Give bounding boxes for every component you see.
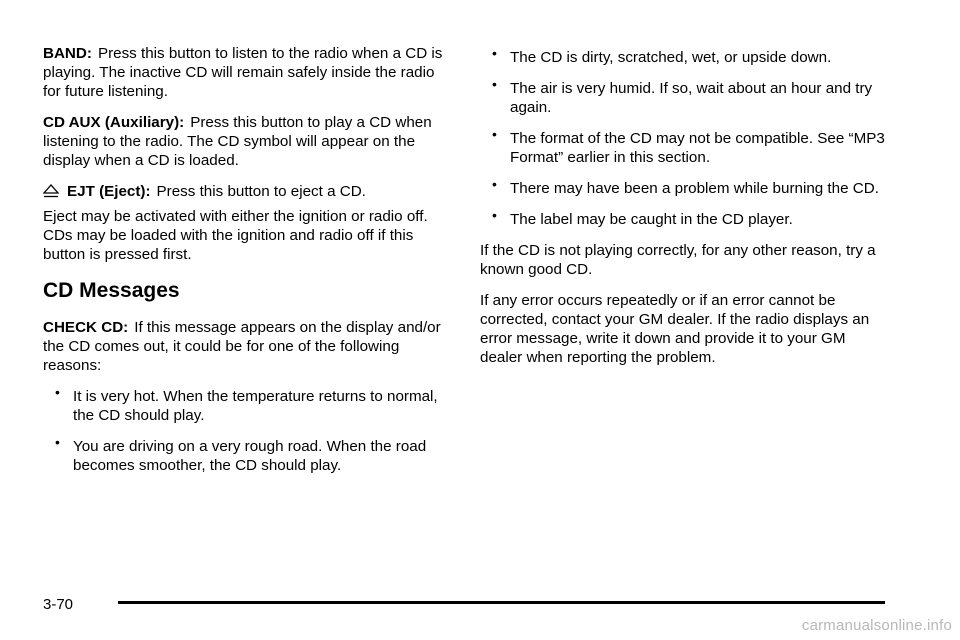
- check-cd-text: If this message appears on the display and/or the CD comes out, it could be for one of the following reasons:: [43, 319, 441, 374]
- list-item-text: The format of the CD may not be compatible. See “MP3 Format” earlier in this section.: [510, 130, 885, 166]
- cd-aux-label: CD AUX (Auxiliary):: [43, 114, 185, 131]
- eject-icon: [43, 184, 59, 203]
- page-number: 3-70: [43, 596, 74, 613]
- footer-rule: [118, 601, 885, 604]
- bullet-icon: •: [492, 207, 497, 223]
- bullet-icon: •: [492, 76, 497, 92]
- list-item: [480, 126, 890, 167]
- cd-aux-paragraph: [43, 113, 443, 170]
- check-cd-label: CHECK CD:: [43, 319, 129, 336]
- list-item: [480, 207, 890, 229]
- cd-aux-text: Press this button to play a CD when listening to the radio. The CD symbol will appear on the display when a CD is loaded.: [43, 114, 432, 169]
- list-item-text: There may have been a problem while burning the CD.: [510, 180, 879, 197]
- eject-text: Press this button to eject a CD.: [156, 183, 366, 200]
- right-bullet-list: [480, 45, 890, 229]
- list-item-text: You are driving on a very rough road. When the road becomes smoother, the CD should play.: [73, 438, 427, 474]
- section-heading: CD Messages: [43, 279, 180, 302]
- list-item: [43, 434, 443, 475]
- band-label: BAND:: [43, 45, 92, 62]
- troubleshoot-paragraph: If the CD is not playing correctly, for any other reason, try a known good CD.: [480, 242, 876, 278]
- watermark: carmanualsonline.info: [801, 617, 952, 634]
- list-item-text: It is very hot. When the temperature returns to normal, the CD should play.: [73, 388, 438, 424]
- left-column: [43, 44, 443, 487]
- bullet-icon: •: [492, 176, 497, 192]
- left-bullet-list: [43, 384, 443, 475]
- list-item-text: The label may be caught in the CD player.: [510, 211, 793, 228]
- list-item: [43, 384, 443, 425]
- list-item: [480, 45, 890, 67]
- bullet-icon: •: [55, 384, 60, 400]
- eject-label: EJT (Eject):: [67, 183, 151, 200]
- right-column: [480, 45, 890, 379]
- dealer-paragraph: If any error occurs repeatedly or if an error cannot be corrected, contact your GM dealer. If the radio displays an error message, write it down and provide it to your GM dealer when reporting the problem.: [480, 292, 870, 366]
- bullet-icon: •: [55, 434, 60, 450]
- list-item-text: The air is very humid. If so, wait about an hour and try again.: [510, 80, 873, 116]
- band-paragraph: [43, 44, 443, 101]
- list-item: [480, 76, 890, 117]
- check-cd-paragraph: [43, 318, 443, 375]
- bullet-icon: •: [492, 45, 497, 61]
- list-item-text: The CD is dirty, scratched, wet, or upside down.: [510, 49, 832, 66]
- bullet-icon: •: [492, 126, 497, 142]
- band-text: Press this button to listen to the radio when a CD is playing. The inactive CD will remain safely inside the radio for future listening.: [43, 45, 443, 100]
- eject-description: Eject may be activated with either the ignition or radio off. CDs may be loaded with the ignition and radio off if this button is pressed first.: [43, 208, 428, 263]
- list-item: [480, 176, 890, 198]
- eject-paragraph: [43, 182, 443, 203]
